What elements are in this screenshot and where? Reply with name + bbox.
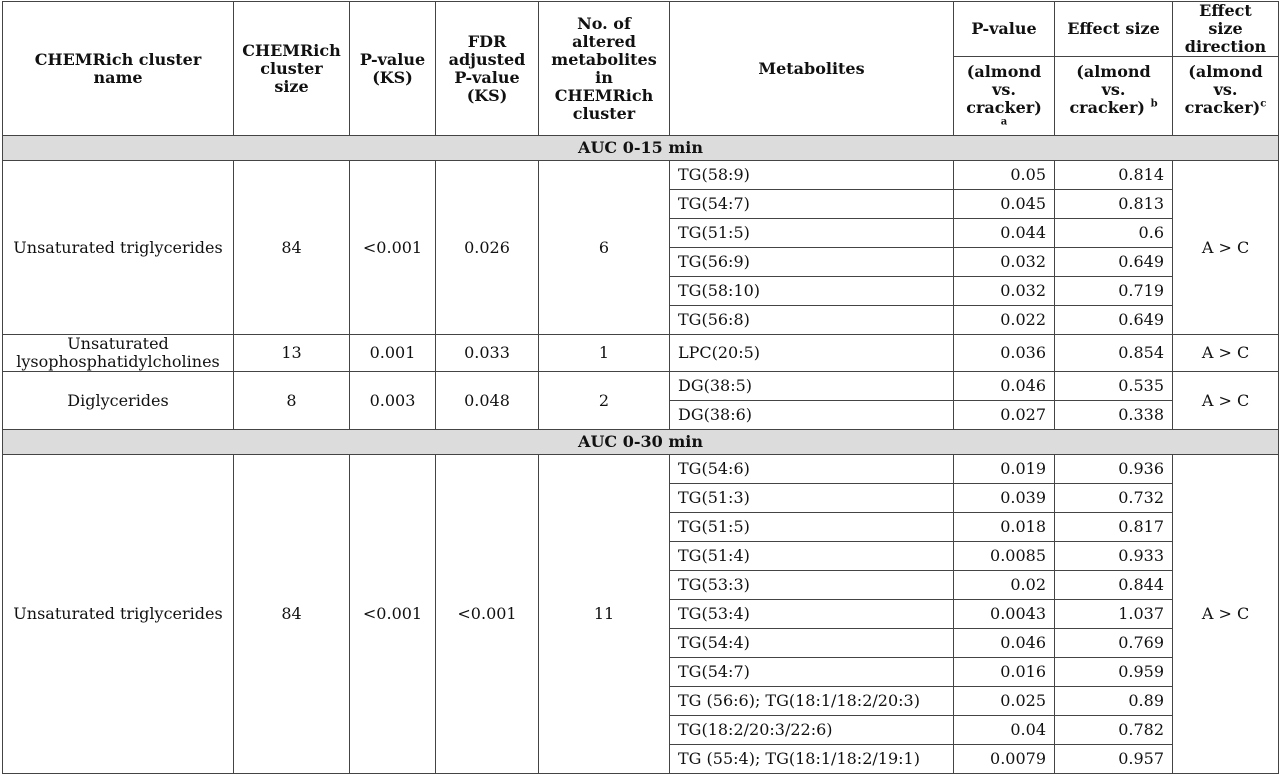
metabolite-effect-size: 0.957 xyxy=(1055,745,1173,774)
header-pvalue-comparison xyxy=(954,57,1055,136)
metabolite-name: TG (55:4); TG(18:1/18:2/19:1) xyxy=(670,745,954,774)
metabolite-name: LPC(20:5) xyxy=(670,335,954,372)
cluster-altered-count: 11 xyxy=(539,455,670,774)
effect-direction: A > C xyxy=(1173,372,1279,430)
metabolite-effect-size: 0.782 xyxy=(1055,716,1173,745)
metabolite-effect-size: 0.649 xyxy=(1055,306,1173,335)
header-cluster-name: CHEMRich cluster name xyxy=(3,2,234,136)
cluster-altered-count: 6 xyxy=(539,161,670,335)
cluster-size: 8 xyxy=(234,372,350,430)
metabolite-name: TG(54:7) xyxy=(670,658,954,687)
header-direction: Effect size direction xyxy=(1173,2,1279,57)
cluster-size: 84 xyxy=(234,455,350,774)
metabolite-name: TG(58:10) xyxy=(670,277,954,306)
table-row xyxy=(3,161,1279,190)
effect-direction: A > C xyxy=(1173,161,1279,335)
metabolite-pvalue: 0.0079 xyxy=(954,745,1055,774)
cluster-name: Diglycerides xyxy=(3,372,234,430)
metabolite-effect-size: 0.6 xyxy=(1055,219,1173,248)
metabolite-effect-size: 0.535 xyxy=(1055,372,1173,401)
effect-direction: A > C xyxy=(1173,455,1279,774)
cluster-pvalue-ks: 0.003 xyxy=(350,372,436,430)
header-metabolites: Metabolites xyxy=(670,2,954,136)
header-cluster-size: CHEMRich cluster size xyxy=(234,2,350,136)
metabolite-effect-size: 0.89 xyxy=(1055,687,1173,716)
metabolite-pvalue: 0.045 xyxy=(954,190,1055,219)
metabolite-effect-size: 0.959 xyxy=(1055,658,1173,687)
cluster-size: 84 xyxy=(234,161,350,335)
metabolite-effect-size: 0.719 xyxy=(1055,277,1173,306)
metabolite-name: TG(51:4) xyxy=(670,542,954,571)
metabolite-pvalue: 0.0085 xyxy=(954,542,1055,571)
metabolite-effect-size: 0.649 xyxy=(1055,248,1173,277)
cluster-pvalue-ks: 0.001 xyxy=(350,335,436,372)
header-effect-size: Effect size xyxy=(1055,2,1173,57)
metabolite-pvalue: 0.039 xyxy=(954,484,1055,513)
metabolite-effect-size: 0.813 xyxy=(1055,190,1173,219)
metabolite-pvalue: 0.027 xyxy=(954,401,1055,430)
cluster-altered-count: 1 xyxy=(539,335,670,372)
metabolite-pvalue: 0.018 xyxy=(954,513,1055,542)
header-direction-comparison-text: (almond vs. cracker) xyxy=(1184,62,1263,117)
cluster-fdr: 0.048 xyxy=(436,372,539,430)
effect-direction: A > C xyxy=(1173,335,1279,372)
metabolite-effect-size: 0.854 xyxy=(1055,335,1173,372)
cluster-name: Unsaturated triglycerides xyxy=(3,455,234,774)
metabolite-effect-size: 0.844 xyxy=(1055,571,1173,600)
cluster-size: 13 xyxy=(234,335,350,372)
metabolite-pvalue: 0.0043 xyxy=(954,600,1055,629)
table-header xyxy=(3,2,1279,136)
cluster-pvalue-ks: <0.001 xyxy=(350,455,436,774)
metabolite-name: TG(53:3) xyxy=(670,571,954,600)
section-title: AUC 0-15 min xyxy=(3,136,1279,161)
metabolite-name: TG(54:6) xyxy=(670,455,954,484)
metabolite-name: TG(58:9) xyxy=(670,161,954,190)
header-direction-comparison xyxy=(1173,57,1279,136)
metabolite-name: TG(54:4) xyxy=(670,629,954,658)
metabolite-name: TG(51:3) xyxy=(670,484,954,513)
metabolite-name: TG(18:2/20:3/22:6) xyxy=(670,716,954,745)
metabolite-effect-size: 0.338 xyxy=(1055,401,1173,430)
metabolite-pvalue: 0.032 xyxy=(954,277,1055,306)
section-title: AUC 0-30 min xyxy=(3,430,1279,455)
metabolite-pvalue: 0.04 xyxy=(954,716,1055,745)
cluster-altered-count: 2 xyxy=(539,372,670,430)
section-row xyxy=(3,430,1279,455)
metabolite-name: TG(56:9) xyxy=(670,248,954,277)
metabolite-effect-size: 0.933 xyxy=(1055,542,1173,571)
metabolite-pvalue: 0.032 xyxy=(954,248,1055,277)
cluster-name: Unsaturated triglycerides xyxy=(3,161,234,335)
metabolite-pvalue: 0.019 xyxy=(954,455,1055,484)
metabolite-effect-size: 0.769 xyxy=(1055,629,1173,658)
metabolite-pvalue: 0.046 xyxy=(954,629,1055,658)
cluster-fdr: 0.033 xyxy=(436,335,539,372)
cluster-pvalue-ks: <0.001 xyxy=(350,161,436,335)
metabolite-pvalue: 0.016 xyxy=(954,658,1055,687)
header-pvalue: P-value xyxy=(954,2,1055,57)
metabolite-effect-size: 0.817 xyxy=(1055,513,1173,542)
section-row xyxy=(3,136,1279,161)
table-row xyxy=(3,335,1279,372)
metabolite-effect-size: 0.732 xyxy=(1055,484,1173,513)
results-table xyxy=(2,1,1279,774)
metabolite-pvalue: 0.044 xyxy=(954,219,1055,248)
footnote-a: a xyxy=(1000,116,1008,128)
metabolite-name: TG(56:8) xyxy=(670,306,954,335)
header-pvalue-comparison-text: (almond vs. cracker) xyxy=(966,62,1042,117)
metabolite-effect-size: 0.814 xyxy=(1055,161,1173,190)
header-effect-comparison xyxy=(1055,57,1173,136)
metabolite-pvalue: 0.025 xyxy=(954,687,1055,716)
metabolite-name: TG(54:7) xyxy=(670,190,954,219)
metabolite-name: TG(53:4) xyxy=(670,600,954,629)
metabolite-effect-size: 1.037 xyxy=(1055,600,1173,629)
metabolite-name: TG (56:6); TG(18:1/18:2/20:3) xyxy=(670,687,954,716)
header-pvalue-ks: P-value (KS) xyxy=(350,2,436,136)
footnote-c: c xyxy=(1260,98,1267,110)
metabolite-name: DG(38:5) xyxy=(670,372,954,401)
cluster-fdr: 0.026 xyxy=(436,161,539,335)
metabolite-pvalue: 0.046 xyxy=(954,372,1055,401)
metabolite-pvalue: 0.02 xyxy=(954,571,1055,600)
metabolite-name: DG(38:6) xyxy=(670,401,954,430)
header-altered-count: No. of altered metabolites in CHEMRich cluster xyxy=(539,2,670,136)
cluster-name: Unsaturated lysophosphatidylcholines xyxy=(3,335,234,372)
metabolite-pvalue: 0.05 xyxy=(954,161,1055,190)
table-row xyxy=(3,372,1279,401)
metabolite-name: TG(51:5) xyxy=(670,513,954,542)
metabolite-pvalue: 0.022 xyxy=(954,306,1055,335)
header-fdr: FDR adjusted P-value (KS) xyxy=(436,2,539,136)
header-effect-comparison-text: (almond vs. cracker) xyxy=(1069,62,1151,117)
table-body xyxy=(3,136,1279,774)
table-row xyxy=(3,455,1279,484)
metabolite-pvalue: 0.036 xyxy=(954,335,1055,372)
footnote-b: b xyxy=(1150,98,1158,110)
metabolite-name: TG(51:5) xyxy=(670,219,954,248)
cluster-fdr: <0.001 xyxy=(436,455,539,774)
metabolite-effect-size: 0.936 xyxy=(1055,455,1173,484)
